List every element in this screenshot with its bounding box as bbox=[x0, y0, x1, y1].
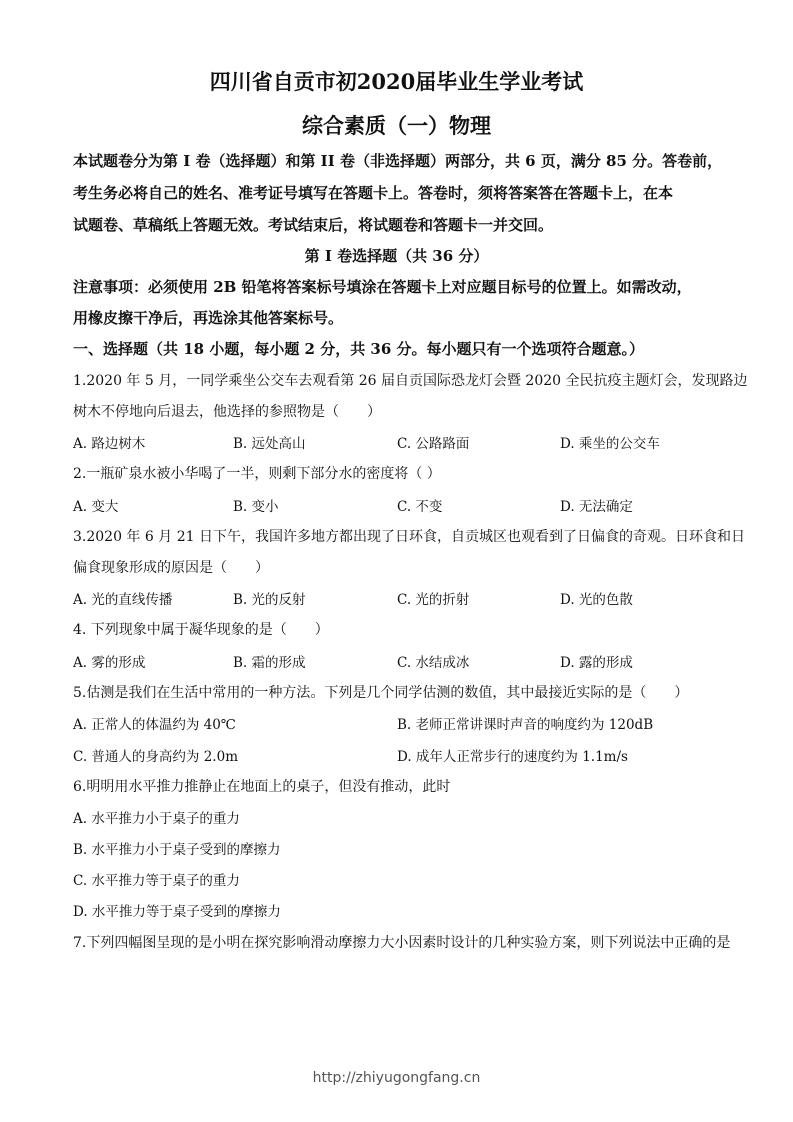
option-a: A. 雾的形成 bbox=[73, 655, 146, 671]
option-d: D. 成年人正常步行的速度约为 1.1m/s bbox=[397, 749, 628, 765]
question-text: 7.下列四幅图呈现的是小明在探究影响滑动摩擦力大小因素时设计的几种实验方案，则下列说法中正确的是 bbox=[73, 935, 731, 951]
option-c: C. 普通人的身高约为 2.0m bbox=[73, 749, 238, 765]
option-c: C. 光的折射 bbox=[397, 592, 470, 608]
option-a: A. 光的直线传播 bbox=[73, 592, 173, 608]
option-b: B. 老师正常讲课时声音的响度约为 120dB bbox=[397, 717, 654, 733]
notice-line: 注意事项：必须使用 2B 铅笔将答案标号填涂在答题卡上对应题目标号的位置上。如需改动， bbox=[73, 278, 692, 296]
option-c: C. 不变 bbox=[397, 499, 443, 515]
option-d: D. 光的色散 bbox=[560, 592, 633, 608]
question-text: 6.明明用水平推力推静止在地面上的桌子，但没有推动，此时 bbox=[73, 779, 451, 795]
question-text: 4. 下列现象中属于凝华现象的是（ ） bbox=[73, 622, 329, 638]
footer-url[interactable]: http://zhiyugongfang.cn bbox=[312, 1070, 481, 1086]
instruction-line: 试题卷、草稿纸上答题无效。考试结束后，将试题卷和答题卡一并交回。 bbox=[73, 216, 554, 234]
option-d: D. 露的形成 bbox=[560, 655, 633, 671]
option-a: A. 正常人的体温约为 40℃ bbox=[73, 717, 236, 733]
option-c: C. 水平推力等于桌子的重力 bbox=[73, 873, 240, 889]
section-title: 一、选择题（共 18 小题，每小题 2 分，共 36 分。每小题只有一个选项符合题意。） bbox=[73, 340, 645, 358]
option-d: D. 水平推力等于桌子受到的摩擦力 bbox=[73, 904, 281, 920]
question-text: 树木不停地向后退去，他选择的参照物是（ ） bbox=[73, 404, 381, 420]
option-b: B. 变小 bbox=[233, 499, 279, 515]
option-b: B. 水平推力小于桌子受到的摩擦力 bbox=[73, 842, 281, 858]
option-b: B. 霜的形成 bbox=[233, 655, 306, 671]
instruction-line: 本试题卷分为第 I 卷（选择题）和第 II 卷（非选择题）两部分，共 6 页，满分 85 分。答卷前， bbox=[73, 152, 723, 170]
option-b: B. 远处高山 bbox=[233, 436, 306, 452]
question-text: 偏食现象形成的原因是（ ） bbox=[73, 560, 269, 576]
question-text: 1.2020 年 5 月，一同学乘坐公交车去观看第 26 届自贡国际恐龙灯会暨 2020 全民抗疫主题灯会，发现路边 bbox=[73, 373, 748, 389]
part1-title: 第 I 卷选择题（共 36 分） bbox=[304, 247, 489, 265]
question-text: 3.2020 年 6 月 21 日下午，我国许多地方都出现了日环食，自贡城区也观看到了日偏食的奇观。日环食和日 bbox=[73, 529, 745, 545]
option-a: A. 水平推力小于桌子的重力 bbox=[73, 811, 240, 827]
option-b: B. 光的反射 bbox=[233, 592, 306, 608]
question-text: 5.估测是我们在生活中常用的一种方法。下列是几个同学估测的数值，其中最接近实际的是（ ） bbox=[73, 685, 689, 701]
option-c: C. 公路路面 bbox=[397, 436, 470, 452]
option-d: D. 乘坐的公交车 bbox=[560, 436, 660, 452]
option-c: C. 水结成冰 bbox=[397, 655, 470, 671]
instruction-line: 考生务必将自己的姓名、准考证号填写在答题卡上。答卷时，须将答案答在答题卡上，在本 bbox=[73, 184, 674, 202]
notice-line: 用橡皮擦干净后，再选涂其他答案标号。 bbox=[73, 309, 344, 327]
exam-subtitle: 综合素质（一）物理 bbox=[302, 113, 491, 138]
option-a: A. 路边树木 bbox=[73, 436, 146, 452]
option-a: A. 变大 bbox=[73, 499, 119, 515]
exam-title: 四川省自贡市初2020届毕业生学业考试 bbox=[209, 69, 584, 94]
question-text: 2.一瓶矿泉水被小华喝了一半，则剩下部分水的密度将（ ） bbox=[73, 466, 441, 482]
option-d: D. 无法确定 bbox=[560, 499, 633, 515]
